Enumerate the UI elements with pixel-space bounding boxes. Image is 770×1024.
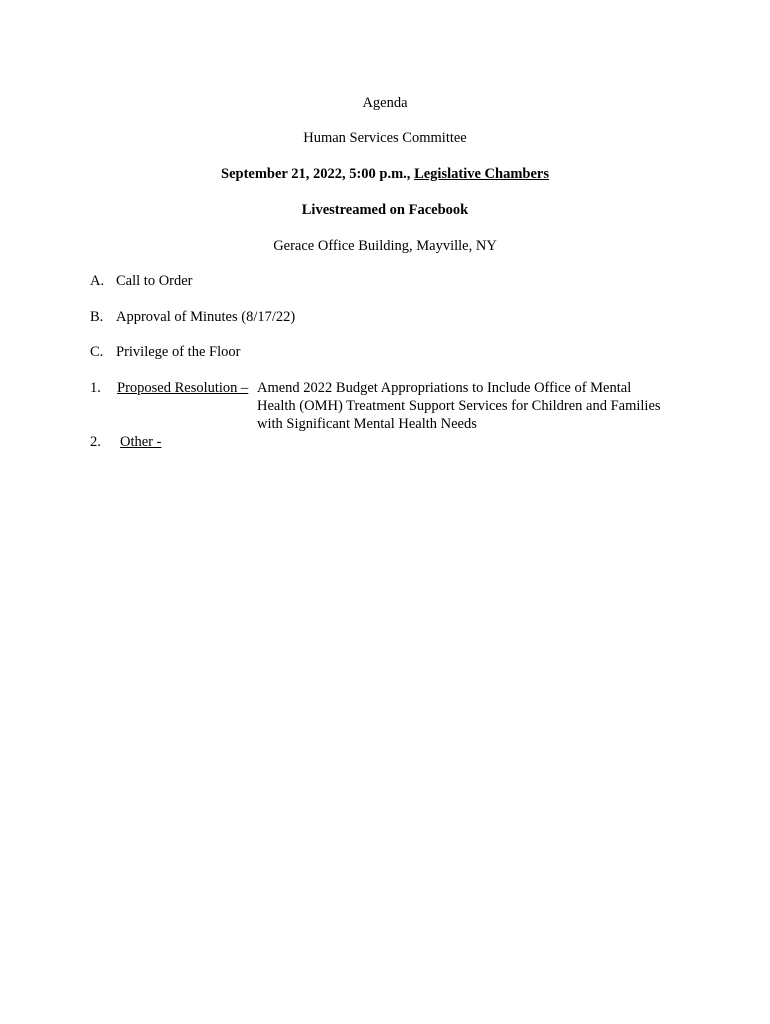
item-marker: 2. (90, 434, 101, 450)
item-marker: A. (90, 273, 105, 289)
committee-name: Human Services Committee (303, 130, 467, 146)
agenda-item-privilege-of-floor (90, 343, 240, 361)
other-label: Other - (120, 434, 162, 450)
meeting-date-time: September 21, 2022, 5:00 p.m., (221, 166, 411, 182)
item-marker: 1. (90, 380, 101, 396)
resolution-description (257, 379, 697, 433)
item-marker: C. (90, 344, 104, 360)
item-text: Approval of Minutes (8/17/22) (116, 309, 296, 325)
resolution-label: Proposed Resolution – (117, 380, 249, 396)
agenda-title: Agenda (362, 95, 408, 111)
agenda-item-approval-of-minutes (90, 308, 295, 326)
item-marker: B. (90, 309, 104, 325)
livestream-note: Livestreamed on Facebook (301, 202, 469, 218)
meeting-date-line (0, 165, 770, 183)
resolution-line: Health (OMH) Treatment Support Services for Children and Families (257, 398, 661, 414)
meeting-building: Gerace Office Building, Mayville, NY (273, 238, 497, 254)
resolution-line: Amend 2022 Budget Appropriations to Include Office of Mental (257, 380, 632, 396)
item-text: Privilege of the Floor (116, 344, 241, 360)
agenda-item-call-to-order (90, 272, 193, 290)
item-text: Call to Order (116, 273, 193, 289)
resolution-line: with Significant Mental Health Needs (257, 416, 477, 432)
meeting-room: Legislative Chambers (414, 166, 549, 182)
agenda-item-other (90, 433, 161, 451)
